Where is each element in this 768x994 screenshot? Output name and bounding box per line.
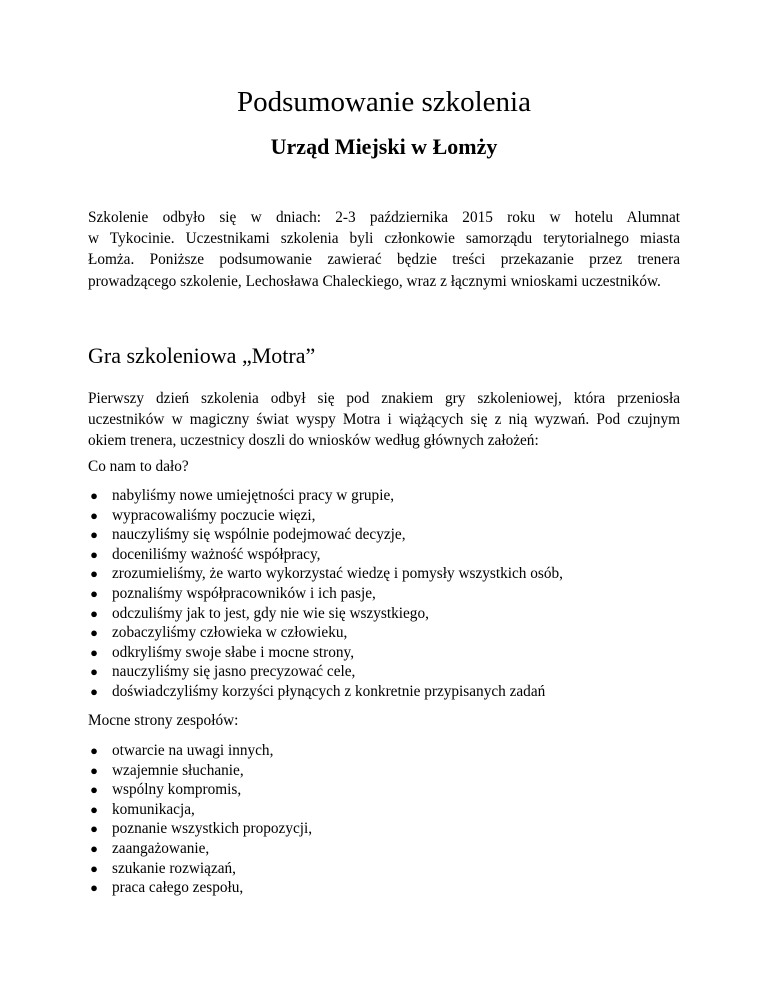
- gains-list: [88, 486, 688, 702]
- bullet-icon: ●: [90, 821, 98, 837]
- intro-line: Szkolenie odbyło się w dniach: 2-3 października 2015 roku w hotelu Alumnat: [88, 209, 680, 226]
- section-line: uczestników w magiczny świat wyspy Motra i wiążących się z nią wyzwań. Pod czujnym: [88, 411, 680, 429]
- list-item-text: wzajemnie słuchanie,: [112, 761, 244, 779]
- list-item: [88, 584, 688, 604]
- bullet-icon: ●: [90, 507, 98, 523]
- intro-line: Łomża. Poniższe podsumowanie zawierać będzie treści przekazanie przez trenera: [88, 251, 680, 269]
- bullet-icon: ●: [90, 488, 98, 503]
- list-item-text: nauczyliśmy się wspólnie podejmować decyzje,: [112, 526, 406, 544]
- list-item-text: odczuliśmy jak to jest, gdy nie wie się wszystkiego,: [112, 604, 429, 622]
- list-item: [88, 761, 688, 781]
- list-item: [88, 506, 688, 526]
- list-item: [88, 682, 688, 702]
- list-item: [88, 623, 688, 643]
- list-item-text: zrozumieliśmy, że warto wykorzystać wiedzę i pomysły wszystkich osób,: [112, 565, 564, 583]
- list-item: [88, 780, 688, 800]
- list-item-text: wspólny kompromis,: [112, 781, 242, 799]
- list-item: [88, 839, 688, 859]
- bullet-icon: ●: [90, 860, 98, 876]
- section-line: Pierwszy dzień szkolenia odbył się pod znakiem gry szkoleniowej, która przeniosła: [88, 390, 680, 407]
- list-item-text: komunikacja,: [112, 800, 195, 818]
- bullet-icon: ●: [90, 880, 98, 896]
- strengths-label: Mocne strony zespołów:: [88, 712, 239, 729]
- bullet-icon: ●: [90, 801, 98, 817]
- bullet-icon: ●: [90, 546, 98, 562]
- list-item: [88, 859, 688, 879]
- list-item-text: poznanie wszystkich propozycji,: [112, 820, 313, 838]
- bullet-icon: ●: [90, 585, 98, 601]
- strengths-list: [88, 741, 688, 898]
- list-item-text: doceniliśmy ważność współpracy,: [112, 545, 321, 563]
- intro-paragraph: [88, 207, 680, 292]
- section-line: okiem trenera, uczestnicy doszli do wniosków według głównych założeń:: [88, 432, 539, 450]
- list-item: [88, 604, 688, 624]
- list-item: [88, 741, 688, 761]
- list-item: [88, 564, 688, 584]
- gains-label: Co nam to dało?: [88, 458, 189, 475]
- list-item-text: otwarcie na uwagi innych,: [112, 742, 274, 759]
- list-item-text: zaangażowanie,: [112, 839, 210, 857]
- bullet-icon: ●: [90, 683, 98, 699]
- bullet-icon: ●: [90, 625, 98, 641]
- document-title: Podsumowanie szkolenia: [237, 86, 531, 118]
- list-item: [88, 878, 688, 898]
- list-item-text: wypracowaliśmy poczucie więzi,: [112, 506, 316, 524]
- intro-line: prowadzącego szkolenie, Lechosława Chaleckiego, wraz z łącznymi wnioskami uczestników.: [88, 272, 661, 290]
- list-item: [88, 486, 688, 506]
- list-item: [88, 545, 688, 565]
- list-item: [88, 800, 688, 820]
- list-item-text: zobaczyliśmy człowieka w człowieku,: [112, 624, 348, 642]
- bullet-icon: ●: [90, 566, 98, 582]
- list-item: [88, 525, 688, 545]
- list-item-text: nauczyliśmy się jasno precyzować cele,: [112, 663, 356, 681]
- list-item-text: odkryliśmy swoje słabe i mocne strony,: [112, 643, 355, 661]
- bullet-icon: ●: [90, 762, 98, 778]
- list-item-text: szukanie rozwiązań,: [112, 859, 237, 877]
- list-item-text: nabyliśmy nowe umiejętności pracy w grupie,: [112, 487, 395, 504]
- section-heading: Gra szkoleniowa „Motra”: [88, 343, 316, 368]
- list-item-text: doświadczyliśmy korzyści płynących z konkretnie przypisanych zadań: [112, 682, 546, 700]
- bullet-icon: ●: [90, 644, 98, 660]
- bullet-icon: ●: [90, 527, 98, 543]
- list-item: [88, 819, 688, 839]
- list-item: [88, 662, 688, 682]
- bullet-icon: ●: [90, 664, 98, 680]
- intro-line: w Tykocinie. Uczestnikami szkolenia byli członkowie samorządu terytorialnego miasta: [88, 230, 680, 248]
- bullet-icon: ●: [90, 782, 98, 798]
- bullet-icon: ●: [90, 840, 98, 856]
- bullet-icon: ●: [90, 605, 98, 621]
- document-subtitle: Urząd Miejski w Łomży: [270, 134, 498, 159]
- list-item: [88, 643, 688, 663]
- list-item-text: praca całego zespołu,: [112, 879, 244, 897]
- list-item-text: poznaliśmy współpracowników i ich pasje,: [112, 584, 376, 602]
- section-paragraph: [88, 388, 680, 452]
- bullet-icon: ●: [90, 743, 98, 758]
